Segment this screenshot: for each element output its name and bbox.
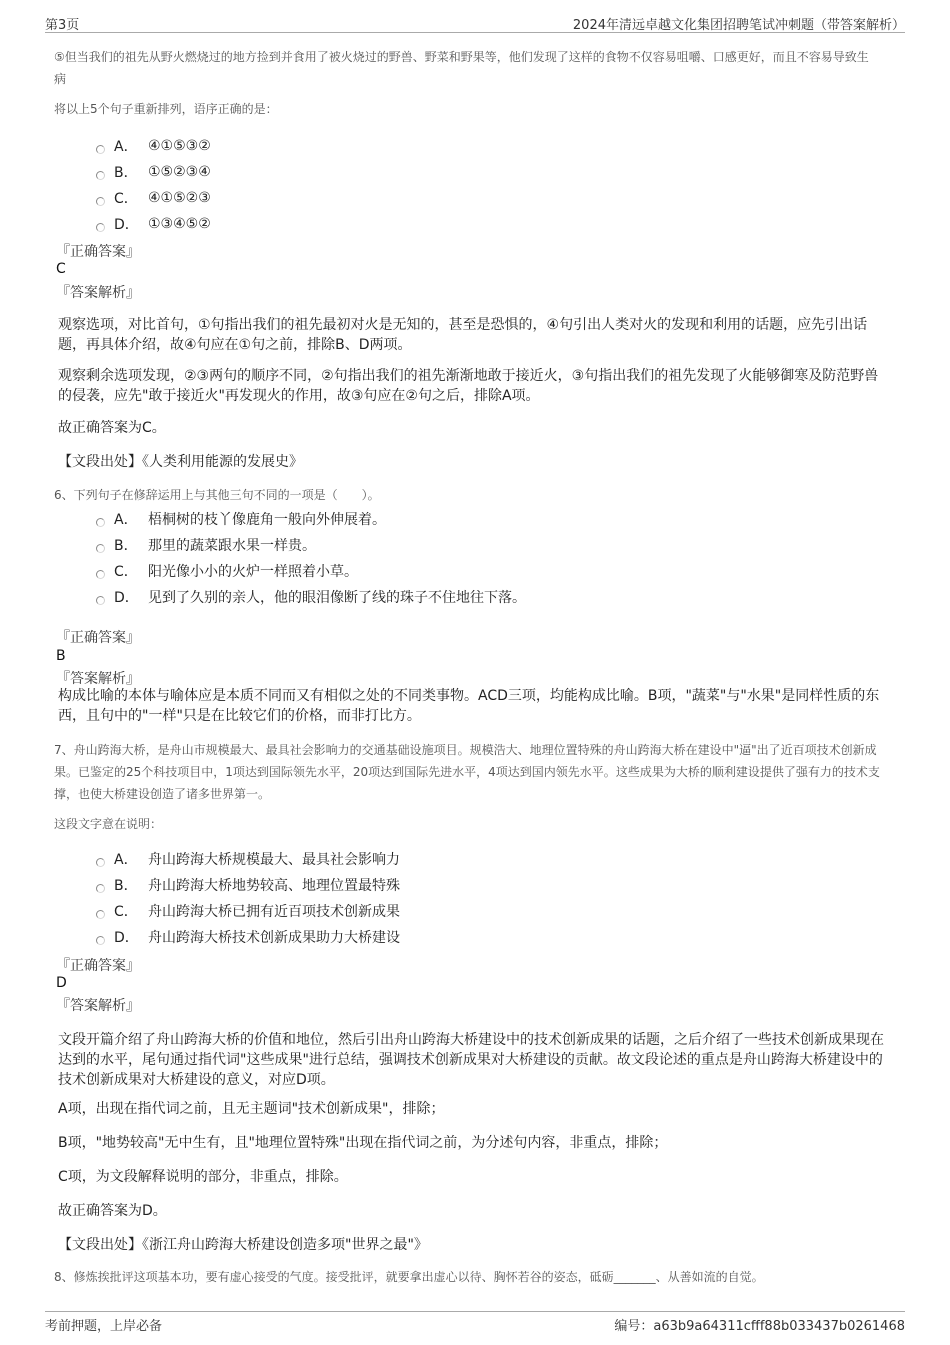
q6-question: 6、下列句子在修辞运用上与其他三句不同的一项是（ ）。 <box>54 488 380 502</box>
q5-source: 【文段出处】《人类利用能源的发展史》 <box>58 454 303 470</box>
q7-prompt: 这段文字意在说明： <box>54 817 163 831</box>
q7-correct-answer: D <box>56 975 67 991</box>
page-number: 第3页 <box>45 18 80 33</box>
document-title: 2024年清远卓越文化集团招聘笔试冲刺题（带答案解析） <box>572 18 905 33</box>
radio-button[interactable] <box>96 197 105 206</box>
q7-option-d[interactable]: D． 舟山跨海大桥技术创新成果助力大桥建设 <box>96 926 400 948</box>
q5-option-b[interactable]: B． ①⑤②③④ <box>96 161 211 183</box>
radio-button[interactable] <box>96 518 105 527</box>
q5-analysis-label: 『答案解析』 <box>56 285 140 301</box>
q7-source: 【文段出处】《浙江舟山跨海大桥建设创造多项"世界之最"》 <box>58 1237 428 1253</box>
q7-question: 7、舟山跨海大桥，是舟山市规模最大、最具社会影响力的交通基础设施项目。规模浩大、地理位置特殊的舟山跨海大桥在建设中"逼"出了近百项技术创新成果。已鉴定的25个科技项目中，1项达到国际领先水平，20项达到国际先进水平，4项达到国内领先水平。这些成果为大桥的顺利建设提供了强有力的技术支撑，也使大桥建设创造了诸多世界第一。 <box>54 743 880 801</box>
radio-button[interactable] <box>96 858 105 867</box>
footer-slogan: 考前押题，上岸必备 <box>45 1319 163 1334</box>
radio-button[interactable] <box>96 936 105 945</box>
q7-correct-label: 『正确答案』 <box>56 958 140 974</box>
radio-button[interactable] <box>96 570 105 579</box>
radio-button[interactable] <box>96 544 105 553</box>
q6-option-a[interactable]: A． 梧桐树的枝丫像鹿角一般向外伸展着。 <box>96 508 386 530</box>
q7-option-c[interactable]: C． 舟山跨海大桥已拥有近百项技术创新成果 <box>96 900 400 922</box>
q5-correct-label: 『正确答案』 <box>56 244 140 260</box>
q6-analysis: 构成比喻的本体与喻体应是本质不同而又有相似之处的不同类事物。ACD三项，均能构成比喻。B项，"蔬菜"与"水果"是同样性质的东西，且句中的"一样"只是在比较它们的价格，而非打比方。 <box>58 688 880 724</box>
q7-analysis-option-b: B项，"地势较高"无中生有，且"地理位置特殊"出现在指代词之前，为分述句内容，非重点，排除； <box>58 1135 668 1151</box>
radio-button[interactable] <box>96 596 105 605</box>
q5-option-d[interactable]: D． ①③④⑤② <box>96 213 211 235</box>
radio-button[interactable] <box>96 145 105 154</box>
q5-analysis-para-2: 观察剩余选项发现，②③两句的顺序不同，②句指出我们的祖先渐渐地敢于接近火，③句指出我们的祖先发现了火能够御寒及防范野兽的侵袭，应先"敢于接近火"再发现火的作用，故③句应在②句之后，排除A项。 <box>58 368 879 404</box>
q5-analysis-para-1: 观察选项，对比首句，①句指出我们的祖先最初对火是无知的，甚至是恐惧的，④句引出人类对火的发现和利用的话题，应先引出话题，再具体介绍，故④句应在①句之前，排除B、D两项。 <box>58 317 868 353</box>
q7-analysis-label: 『答案解析』 <box>56 998 140 1014</box>
radio-button[interactable] <box>96 171 105 180</box>
q5-option-c[interactable]: C． ④①⑤②③ <box>96 187 211 209</box>
q6-correct-label: 『正确答案』 <box>56 630 140 646</box>
radio-button[interactable] <box>96 910 105 919</box>
q7-analysis-para-1: 文段开篇介绍了舟山跨海大桥的价值和地位，然后引出舟山跨海大桥建设中的技术创新成果的话题，之后介绍了一些技术创新成果现在达到的水平，尾句通过指代词"这些成果"进行总结，强调技术创新成果对大桥建设的贡献。故文段论述的重点是舟山跨海大桥建设中的技术创新成果对大桥建设的意义，对应D项。 <box>58 1032 884 1088</box>
q7-option-b[interactable]: B． 舟山跨海大桥地势较高、地理位置最特殊 <box>96 874 400 896</box>
q5-prompt: 将以上5个句子重新排列，语序正确的是： <box>54 102 278 116</box>
q5-sentence-5: ⑤但当我们的祖先从野火燃烧过的地方捡到并食用了被火烧过的野兽、野菜和野果等，他们发现了这样的食物不仅容易咀嚼、口感更好，而且不容易导致生病 <box>54 50 869 86</box>
q6-option-c[interactable]: C． 阳光像小小的火炉一样照着小草。 <box>96 560 358 582</box>
radio-button[interactable] <box>96 884 105 893</box>
q5-option-a[interactable]: A． ④①⑤③② <box>96 135 211 157</box>
q6-analysis-label: 『答案解析』 <box>56 671 140 687</box>
q6-option-b[interactable]: B． 那里的蔬菜跟水果一样贵。 <box>96 534 316 556</box>
page-header <box>45 14 905 33</box>
q6-option-d[interactable]: D． 见到了久别的亲人，他的眼泪像断了线的珠子不住地往下落。 <box>96 586 526 608</box>
q6-correct-answer: B <box>56 648 66 664</box>
q7-analysis-conclusion: 故正确答案为D。 <box>58 1203 167 1219</box>
q7-analysis-option-a: A项，出现在指代词之前，且无主题词"技术创新成果"，排除； <box>58 1101 445 1117</box>
q5-correct-answer: C <box>56 261 66 277</box>
q8-question: 8、修炼挨批评这项基本功，要有虚心接受的气度。接受批评，就要拿出虚心以待、胸怀若谷的姿态，砥砺_______、从善如流的自觉。 <box>54 1270 764 1284</box>
q5-analysis-conclusion: 故正确答案为C。 <box>58 420 166 436</box>
document-serial: 编号：a63b9a64311cfff88b033437b0261468 <box>614 1319 905 1334</box>
q7-analysis-option-c: C项，为文段解释说明的部分，非重点，排除。 <box>58 1169 348 1185</box>
page-footer <box>45 1311 905 1334</box>
q7-option-a[interactable]: A． 舟山跨海大桥规模最大、最具社会影响力 <box>96 848 400 870</box>
radio-button[interactable] <box>96 223 105 232</box>
